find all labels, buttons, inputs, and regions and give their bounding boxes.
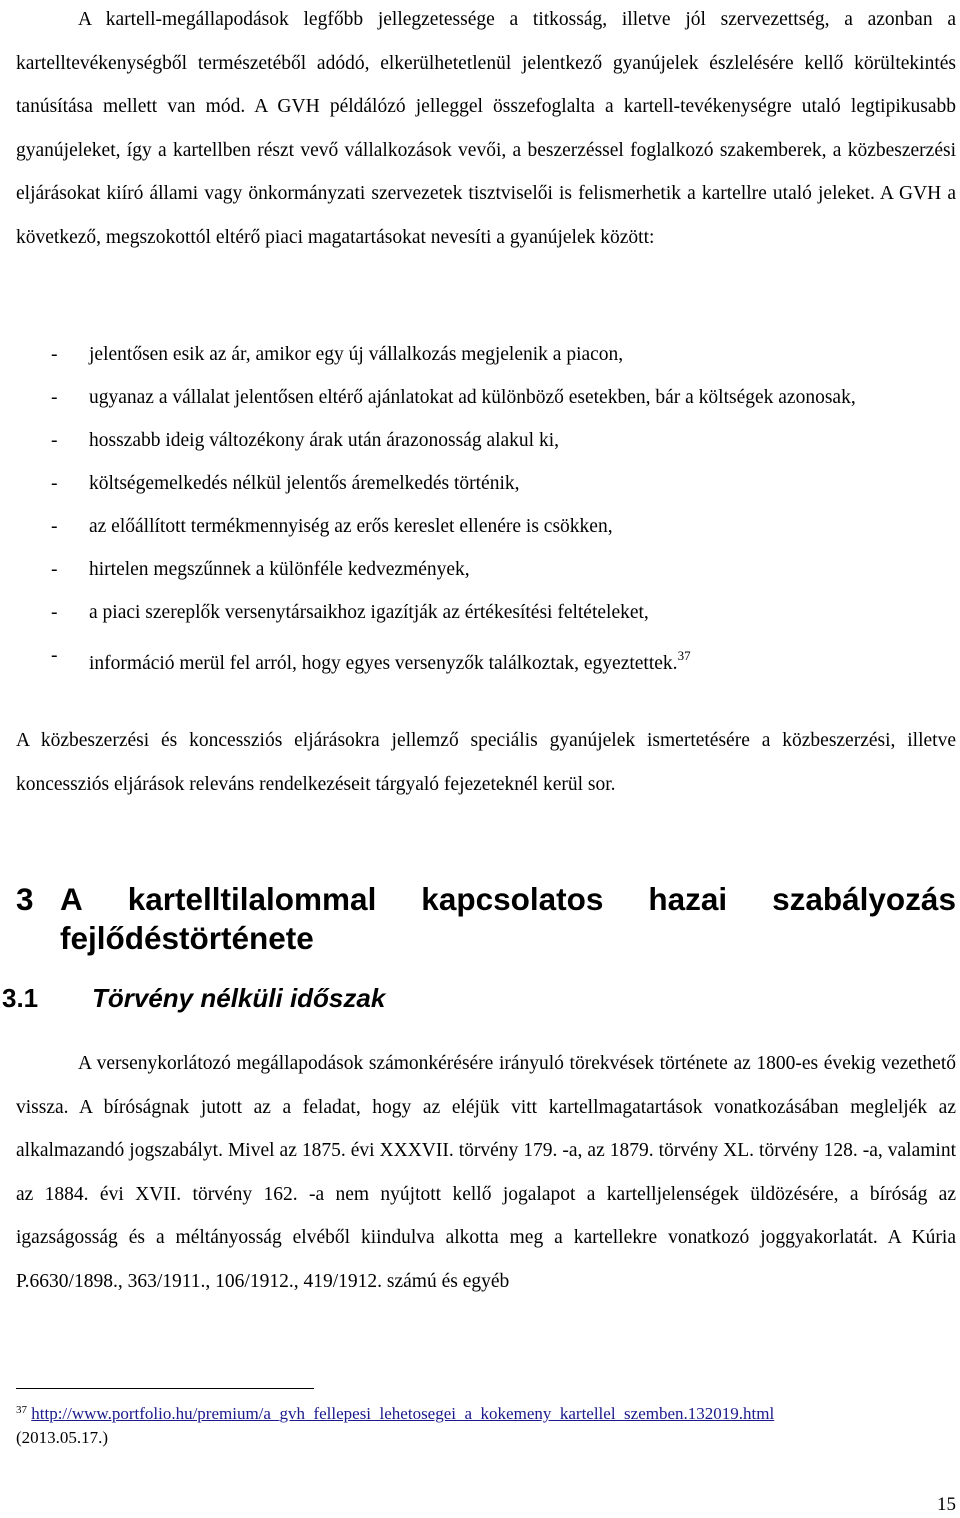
list-item-text: az előállított termékmennyiség az erős kereslet ellenére is csökken, [89,516,613,537]
footnote-date: (2013.05.17.) [16,1428,109,1447]
list-item [16,505,956,548]
list-item [16,634,956,685]
list-dash: - [51,559,58,580]
list-item-text: hirtelen megszűnnek a különféle kedvezmények, [89,559,470,580]
subsection-title: Törvény nélküli időszak [92,983,386,1013]
footnote-link[interactable]: http://www.portfolio.hu/premium/a_gvh_fellepesi_lehetosegei_a_kokemeny_kartellel_szemben.132019.html [31,1404,775,1423]
page-number: 15 [937,1494,956,1515]
section-heading-3 [16,880,956,958]
list-item [16,462,956,505]
gyanujelek-list [16,333,956,685]
footnote-separator [16,1388,314,1389]
title-word: kapcsolatos [421,881,604,917]
section-number: 3 [16,881,34,917]
title-word: kartelltilalommal [127,881,377,917]
list-item [16,419,956,462]
paragraph-kartell-gyanujelek: A kartell-megállapodások legfőbb jellegzetessége a titkosság, illetve jól szervezettség, a azonban a kartelltevékenységből természetéből adódó, elkerülhetetlenül jelentkező gyanújelek észlelésére kellő körültekintés tanúsítása mellett van mód. A GVH példálózó jelleggel összefoglalta a kartell-tevékenységre utaló legtipikusabb gyanújeleket, így a kartellben részt vevő vállalkozások vevői, a beszerzéssel foglalkozó szakemberek, a közbeszerzési eljárásokat kiíró állami vagy önkormányzati szervezetek tisztviselői is felismerhetik a kartellre utaló jeleket. A GVH a következő, megszokottól eltérő piaci magatartásokat nevesíti a gyanújelek között: [16,9,956,248]
section-title-line1 [60,880,956,919]
section-title [16,880,956,958]
list-dash: - [51,430,58,451]
footnote-number: 37 [16,1404,27,1416]
list-dash: - [51,516,58,537]
title-word: hazai [648,881,728,917]
list-item-text: a piaci szereplők versenytársaikhoz igazítják az értékesítési feltételeket, [89,602,649,623]
list-item [16,548,956,591]
list-item [16,376,956,419]
title-word: A [60,881,83,917]
list-item-text: ugyanaz a vállalat jelentősen eltérő ajánlatokat ad különböző esetekben, bár a költségek azonosak, [89,387,856,408]
list-dash: - [51,387,58,408]
list-item-text: hosszabb ideig változékony árak után árazonosság alakul ki, [89,430,560,451]
paragraph-torveny-nelkuli: A versenykorlátozó megállapodások számonkérésére irányuló törekvések története az 1800-es évekig vezethető vissza. A bíróságnak jutott az a feladat, hogy az eléjük vitt kartellmagatartások vonatkozásában megleljék az alkalmazandó jogszabályt. Mivel az 1875. évi XXXVII. törvény 179. -a, az 1879. törvény XL. törvény 128. -a, valamint az 1884. évi XVII. törvény 162. -a nem nyújtott kellő jogalapot a kartelljelenségek üldözésére, a bíróság az igazságosság és a méltányosság elvéből kiindulva alkotta meg a kartellekre vonatkozó joggyakorlatát. A Kúria P.6630/1898., 363/1911., 106/1912., 419/1912. számú és egyéb [16,1053,956,1292]
list-dash: - [51,602,58,623]
title-word: szabályozás [772,881,956,917]
list-item-text: információ merül fel arról, hogy egyes versenyzők találkoztak, egyeztettek. [89,653,678,674]
list-item-text: jelentősen esik az ár, amikor egy új vállalkozás megjelenik a piacon, [89,344,624,365]
list-item [16,591,956,634]
section-title-line2: fejlődéstörténete [60,920,314,956]
list-item [16,333,956,376]
subsection-number: 3.1 [2,983,39,1013]
list-dash: - [51,344,58,365]
list-dash: - [51,473,58,494]
footnote [16,1398,956,1450]
footnote-reference[interactable]: 37 [677,648,691,663]
paragraph-kozbeszerzes: A közbeszerzési és koncessziós eljárásokra jellemző speciális gyanújelek ismertetésére a közbeszerzési, illetve koncessziós eljárások releváns rendelkezéseit tárgyaló fejezeteknél kerül sor. [16,730,956,795]
list-dash: - [51,645,58,666]
list-item-text: költségemelkedés nélkül jelentős áremelkedés történik, [89,473,520,494]
